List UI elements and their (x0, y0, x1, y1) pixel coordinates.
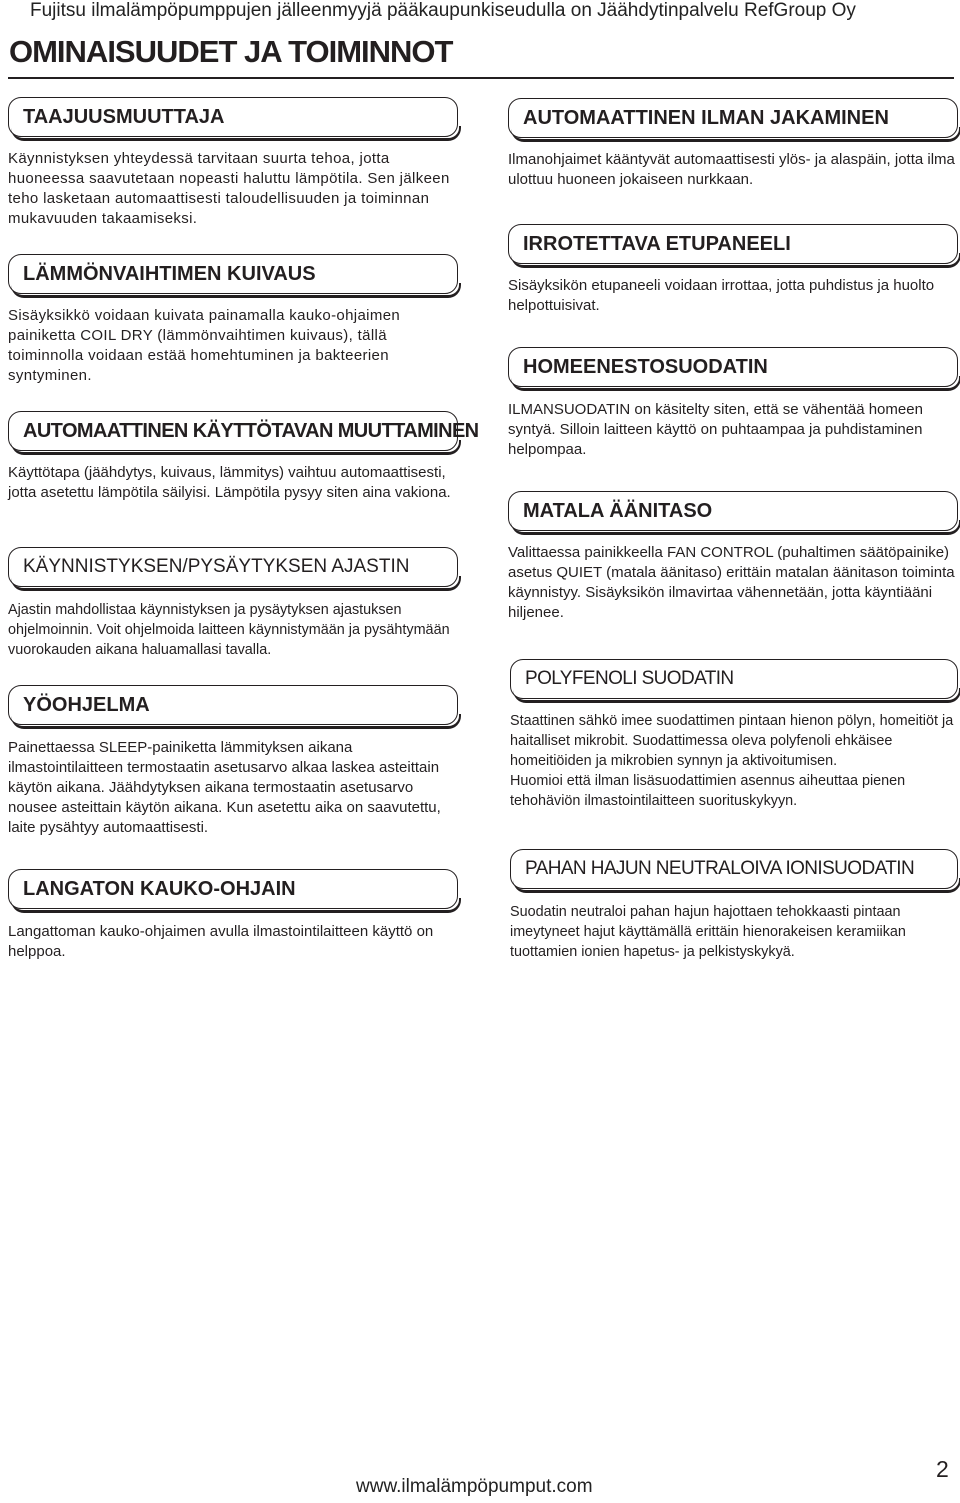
section-body: Painettaessa SLEEP-painiketta lämmityksen aikana ilmastointilaitteen termostaatin asetusarvo alkaa laskea asteittain käytön aikana. Jäähdytyksen aikana termostaatin asetusarvo nousee asteittain käytön aikana. Kun asetettu aika on saavutettu, laite pysähtyy automaattisesti. (8, 739, 441, 836)
section-heading (508, 98, 958, 138)
section-lammonvaihtimen-kuivaus (8, 254, 458, 386)
section-body: Ajastin mahdollistaa käynnistyksen ja pysäytyksen ajastuksen ohjelmoinnin. Voit ohjelmoida laitteen käynnistymään ja pysähtymään vuorokauden aikana haluamallasi tavalla. (8, 602, 450, 658)
section-ajastin (8, 547, 458, 660)
section-automaattinen-kayttotavan-muuttaminen (8, 411, 479, 503)
section-heading-text: HOMEENESTOSUODATIN (523, 355, 768, 378)
section-body: Sisäyksikön etupaneeli voidaan irrottaa, jotta puhdistus ja huolto helpottuisivat. (508, 277, 935, 314)
section-matala-aanitaso (508, 491, 958, 623)
section-heading-text: LÄMMÖNVAIHTIMEN KUIVAUS (23, 262, 316, 285)
section-homeenestosuodatin (508, 347, 958, 460)
section-heading (8, 685, 458, 725)
section-polyfenoli-suodatin (510, 659, 958, 811)
section-heading-text: AUTOMAATTINEN KÄYTTÖTAVAN MUUTTAMINEN (23, 419, 479, 442)
section-body: Käynnistyksen yhteydessä tarvitaan suurta tehoa, jotta huoneessa saavutetaan nopeasti haluttu lämpötila. Sen jälkeen teho lasketaan automaattisesti taloudellisuuden ja toiminnan mukavuuden takaamiseksi. (8, 150, 450, 227)
section-body-note: Huomioi että ilman lisäsuodattimien asennus aiheuttaa pienen tehohäviön ilmastointilaitteen suorituskykyyn. (510, 773, 906, 809)
section-heading (8, 411, 479, 451)
section-body: Staattinen sähkö imee suodattimen pintaan hienon pölyn, homeitiöt ja haitalliset mikrobit. Suodattimessa oleva polyfenoli ehkäisee homeitiöiden ja mikrobien synnyn ja aktivoitumisen. (510, 713, 954, 769)
section-irrotettava-etupaneeli (508, 224, 958, 316)
section-heading (508, 491, 958, 531)
section-heading (508, 224, 958, 264)
section-body: Langattoman kauko-ohjaimen avulla ilmastointilaitteen käyttö on helppoa. (8, 923, 434, 960)
section-body: Valittaessa painikkeella FAN CONTROL (puhaltimen säätöpainike) asetus QUIET (matala äänitaso) erittäin matalan äänitason toiminta käynnistyy. Sisäyksikön ilmavirtaa vähennetään, jotta käyntiääni hiljenee. (508, 544, 955, 621)
section-heading (508, 347, 958, 387)
section-body: Suodatin neutraloi pahan hajun hajottaen tehokkaasti pintaan imeytyneet hajut käyttämällä erittäin hienorakeisen keramiikan tuottamien ionien hapetus- ja pelkistyskykyä. (510, 904, 906, 960)
footer-url: www.ilmalämpöpumput.com (356, 1476, 593, 1497)
section-body: Ilmanohjaimet kääntyvät automaattisesti ylös- ja alaspäin, jotta ilma ulottuu huoneen jokaiseen nurkkaan. (508, 151, 955, 188)
section-heading (510, 849, 958, 889)
section-heading (8, 547, 458, 587)
section-heading-text: IRROTETTAVA ETUPANEELI (523, 232, 791, 255)
section-heading-text: KÄYNNISTYKSEN/PYSÄYTYKSEN AJASTIN (23, 556, 410, 577)
section-body: Sisäyksikkö voidaan kuivata painamalla kauko-ohjaimen painiketta COIL DRY (lämmönvaihtimen kuivaus), tällä toiminnolla voidaan estää homehtuminen ja bakteerien syntyminen. (8, 307, 401, 384)
page-number: 2 (936, 1456, 949, 1482)
section-heading-text: PAHAN HAJUN NEUTRALOIVA IONISUODATIN (525, 858, 915, 879)
top-banner: Fujitsu ilmalämpöpumppujen jälleenmyyjä pääkaupunkiseudulla on Jäähdytinpalvelu RefGroup Oy (30, 0, 856, 21)
section-taajuusmuuttaja (8, 97, 458, 229)
page-title: OMINAISUUDET JA TOIMINNOT (9, 34, 453, 69)
section-heading (8, 97, 458, 137)
title-divider (8, 77, 954, 79)
section-yoohjelma (8, 685, 458, 838)
section-heading-text: LANGATON KAUKO-OHJAIN (23, 877, 296, 900)
section-langaton-kauko-ohjain (8, 869, 458, 962)
section-body: Käyttötapa (jäähdytys, kuivaus, lämmitys) vaihtuu automaattisesti, jotta asetettu lämpötila säilyisi. Lämpötila pysyy siten aina vakiona. (8, 464, 451, 501)
section-body: ILMANSUODATIN on käsitelty siten, että se vähentää homeen syntyä. Silloin laitteen käyttö on puhtaampaa ja puhdistaminen helpompaa. (508, 401, 923, 458)
heading-shadow (11, 576, 461, 591)
section-heading-text: MATALA ÄÄNITASO (523, 499, 713, 522)
section-heading-text: AUTOMAATTINEN ILMAN JAKAMINEN (523, 106, 889, 129)
section-heading-text: YÖOHJELMA (23, 693, 150, 716)
section-automaattinen-ilman-jakaminen (508, 98, 958, 190)
section-heading-text: TAAJUUSMUUTTAJA (23, 105, 225, 128)
section-heading (8, 869, 458, 909)
section-heading-text: POLYFENOLI SUODATIN (525, 668, 734, 689)
heading-shadow (513, 688, 960, 703)
section-heading (510, 659, 958, 699)
heading-shadow (513, 878, 960, 893)
section-ionisuodatin (510, 849, 958, 962)
section-heading (8, 254, 458, 294)
